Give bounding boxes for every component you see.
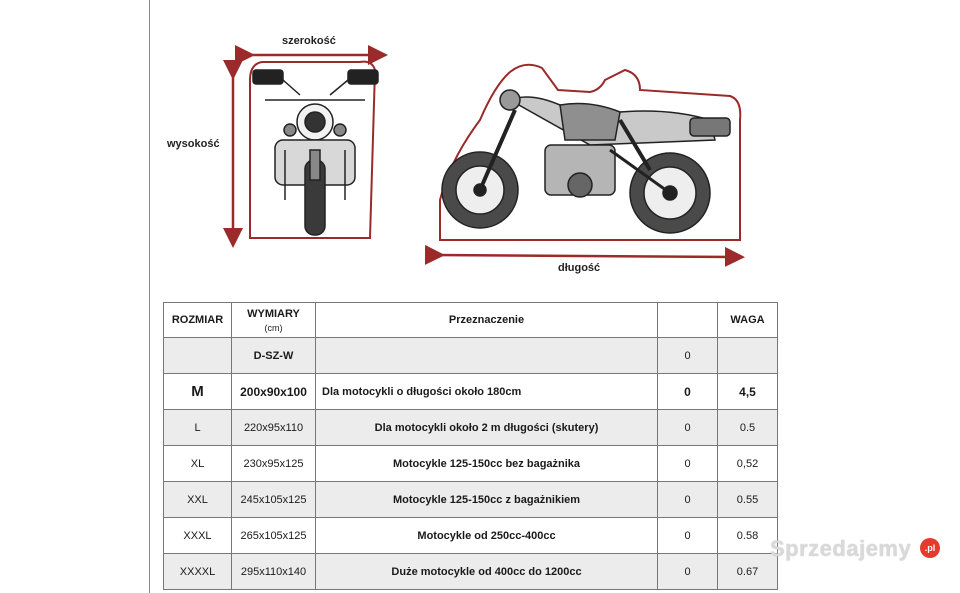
sprzedajemy-badge: .pl [920, 538, 940, 558]
length-arrow [435, 255, 735, 257]
row-purpose: Motocykle 125-150cc z bagażnikiem [316, 482, 658, 518]
code-row-count: 0 [658, 338, 718, 374]
code-row-dims: D-SZ-W [232, 338, 316, 374]
row-count: 0 [658, 446, 718, 482]
row-purpose: Dla motocykli około 2 m długości (skutery) [316, 410, 658, 446]
height-label: wysokość [167, 138, 220, 150]
row-purpose: Dla motocykli o długości około 180cm [316, 374, 658, 410]
table-row [164, 374, 778, 410]
code-row-purpose [316, 338, 658, 374]
motorcycle-side-icon [442, 90, 730, 233]
header-purpose: Przeznaczenie [316, 303, 658, 338]
code-row-weight [718, 338, 778, 374]
row-count: 0 [658, 374, 718, 410]
table-row [164, 518, 778, 554]
row-dims: 220x95x110 [232, 410, 316, 446]
row-dims: 245x105x125 [232, 482, 316, 518]
header-weight: WAGA [718, 303, 778, 338]
motorcycle-front-icon [253, 70, 378, 235]
table-row [164, 482, 778, 518]
header-dims-unit: (cm) [264, 322, 283, 333]
header-dims-label: WYMIARY [247, 307, 300, 320]
row-weight: 4,5 [718, 374, 778, 410]
code-row-size [164, 338, 232, 374]
motorcycle-cover-illustration [150, 0, 790, 300]
row-purpose: Duże motocykle od 400cc do 1200cc [316, 554, 658, 590]
row-purpose: Motocykle od 250cc-400cc [316, 518, 658, 554]
table-row [164, 446, 778, 482]
table-code-row [164, 338, 778, 374]
table-row [164, 410, 778, 446]
row-count: 0 [658, 518, 718, 554]
row-weight: 0.5 [718, 410, 778, 446]
table-header-row [164, 303, 778, 338]
length-label: długość [558, 262, 601, 274]
size-diagram [150, 0, 790, 300]
row-count: 0 [658, 554, 718, 590]
row-size: XXXL [164, 518, 232, 554]
row-weight: 0.55 [718, 482, 778, 518]
width-label: szerokość [282, 35, 336, 47]
table-row [164, 554, 778, 590]
row-count: 0 [658, 410, 718, 446]
header-count [658, 303, 718, 338]
row-size: XXL [164, 482, 232, 518]
row-weight: 0.67 [718, 554, 778, 590]
size-table [163, 302, 778, 590]
row-size: XXXXL [164, 554, 232, 590]
row-size: M [164, 374, 232, 410]
header-size: ROZMIAR [164, 303, 232, 338]
row-dims: 295x110x140 [232, 554, 316, 590]
sprzedajemy-watermark: Sprzedajemy [770, 536, 912, 561]
row-purpose: Motocykle 125-150cc bez bagażnika [316, 446, 658, 482]
row-size: XL [164, 446, 232, 482]
row-weight: 0.58 [718, 518, 778, 554]
row-count: 0 [658, 482, 718, 518]
row-dims: 200x90x100 [232, 374, 316, 410]
row-size: L [164, 410, 232, 446]
row-dims: 230x95x125 [232, 446, 316, 482]
row-weight: 0,52 [718, 446, 778, 482]
row-dims: 265x105x125 [232, 518, 316, 554]
header-dims [232, 303, 316, 338]
